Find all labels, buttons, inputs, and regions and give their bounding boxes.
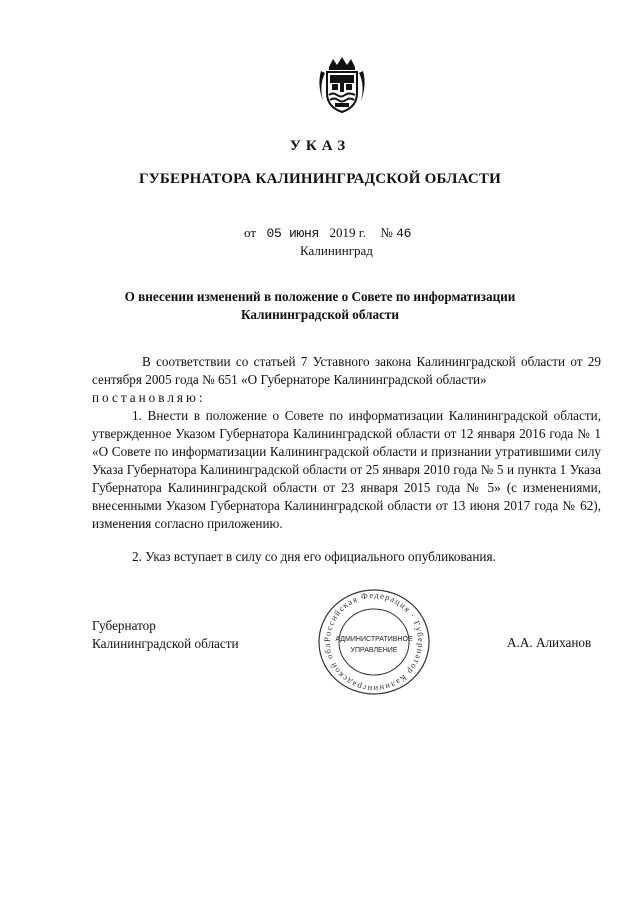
from-label: от bbox=[244, 225, 257, 240]
date-day-month: 05 июня bbox=[266, 226, 320, 241]
subject-line: Калининградской области bbox=[240, 307, 400, 322]
decree-word: постановляю: bbox=[92, 390, 206, 405]
date-year: 2019 г. bbox=[329, 225, 366, 240]
stamp-center-line: АДМИНИСТРАТИВНОЕ bbox=[335, 636, 413, 643]
city: Калининград bbox=[300, 243, 373, 258]
date-number-line bbox=[244, 225, 411, 241]
stamp-ring-text: Российская Федерация · Губернатор Калининградской обл bbox=[321, 589, 427, 695]
number-label: № bbox=[380, 225, 393, 240]
document-number: 46 bbox=[396, 226, 412, 241]
kaliningrad-coat-of-arms-icon bbox=[315, 55, 369, 115]
document-type-title: УКАЗ bbox=[289, 138, 351, 154]
official-stamp bbox=[304, 587, 444, 697]
subject-line: О внесении изменений в положение о Совете по информатизации bbox=[124, 289, 516, 304]
document-subject bbox=[100, 288, 540, 324]
signatory-name: А.А. Алиханов bbox=[507, 635, 592, 650]
preamble-text: В соответствии со статьей 7 Уставного закона Калининградской области от 29 сентября 2005 года № 651 «О Губернаторе Калининградской области» bbox=[92, 354, 601, 387]
signatory-title bbox=[92, 617, 239, 653]
clause-1: 1. Внести в положение о Совете по информатизации Калининградской области, утвержденное Указом Губернатора Калининградской области от 12 января 2016 года № 1 «О Совете по информатизации Калининградской области и признании утратившими силу Указа Губернатора Калининградской области от 25 января 2010 года № 5 и пункта 1 Указа Губернатора Калининградской области от 23 января 2015 года № 5» (с изменениями, внесенными Указом Губернатора Калининградской области от 13 июня 2017 года № 62), изменения согласно приложению. bbox=[92, 408, 601, 531]
preamble bbox=[92, 353, 601, 407]
issuer-title: ГУБЕРНАТОРА КАЛИНИНГРАДСКОЙ ОБЛАСТИ bbox=[138, 171, 501, 187]
clause-2: 2. Указ вступает в силу со дня его официального опубликования. bbox=[132, 549, 496, 564]
signatory-title-line: Калининградской области bbox=[92, 636, 239, 651]
stamp-center-line: УПРАВЛЕНИЕ bbox=[350, 647, 398, 654]
signatory-title-line: Губернатор bbox=[92, 618, 156, 633]
